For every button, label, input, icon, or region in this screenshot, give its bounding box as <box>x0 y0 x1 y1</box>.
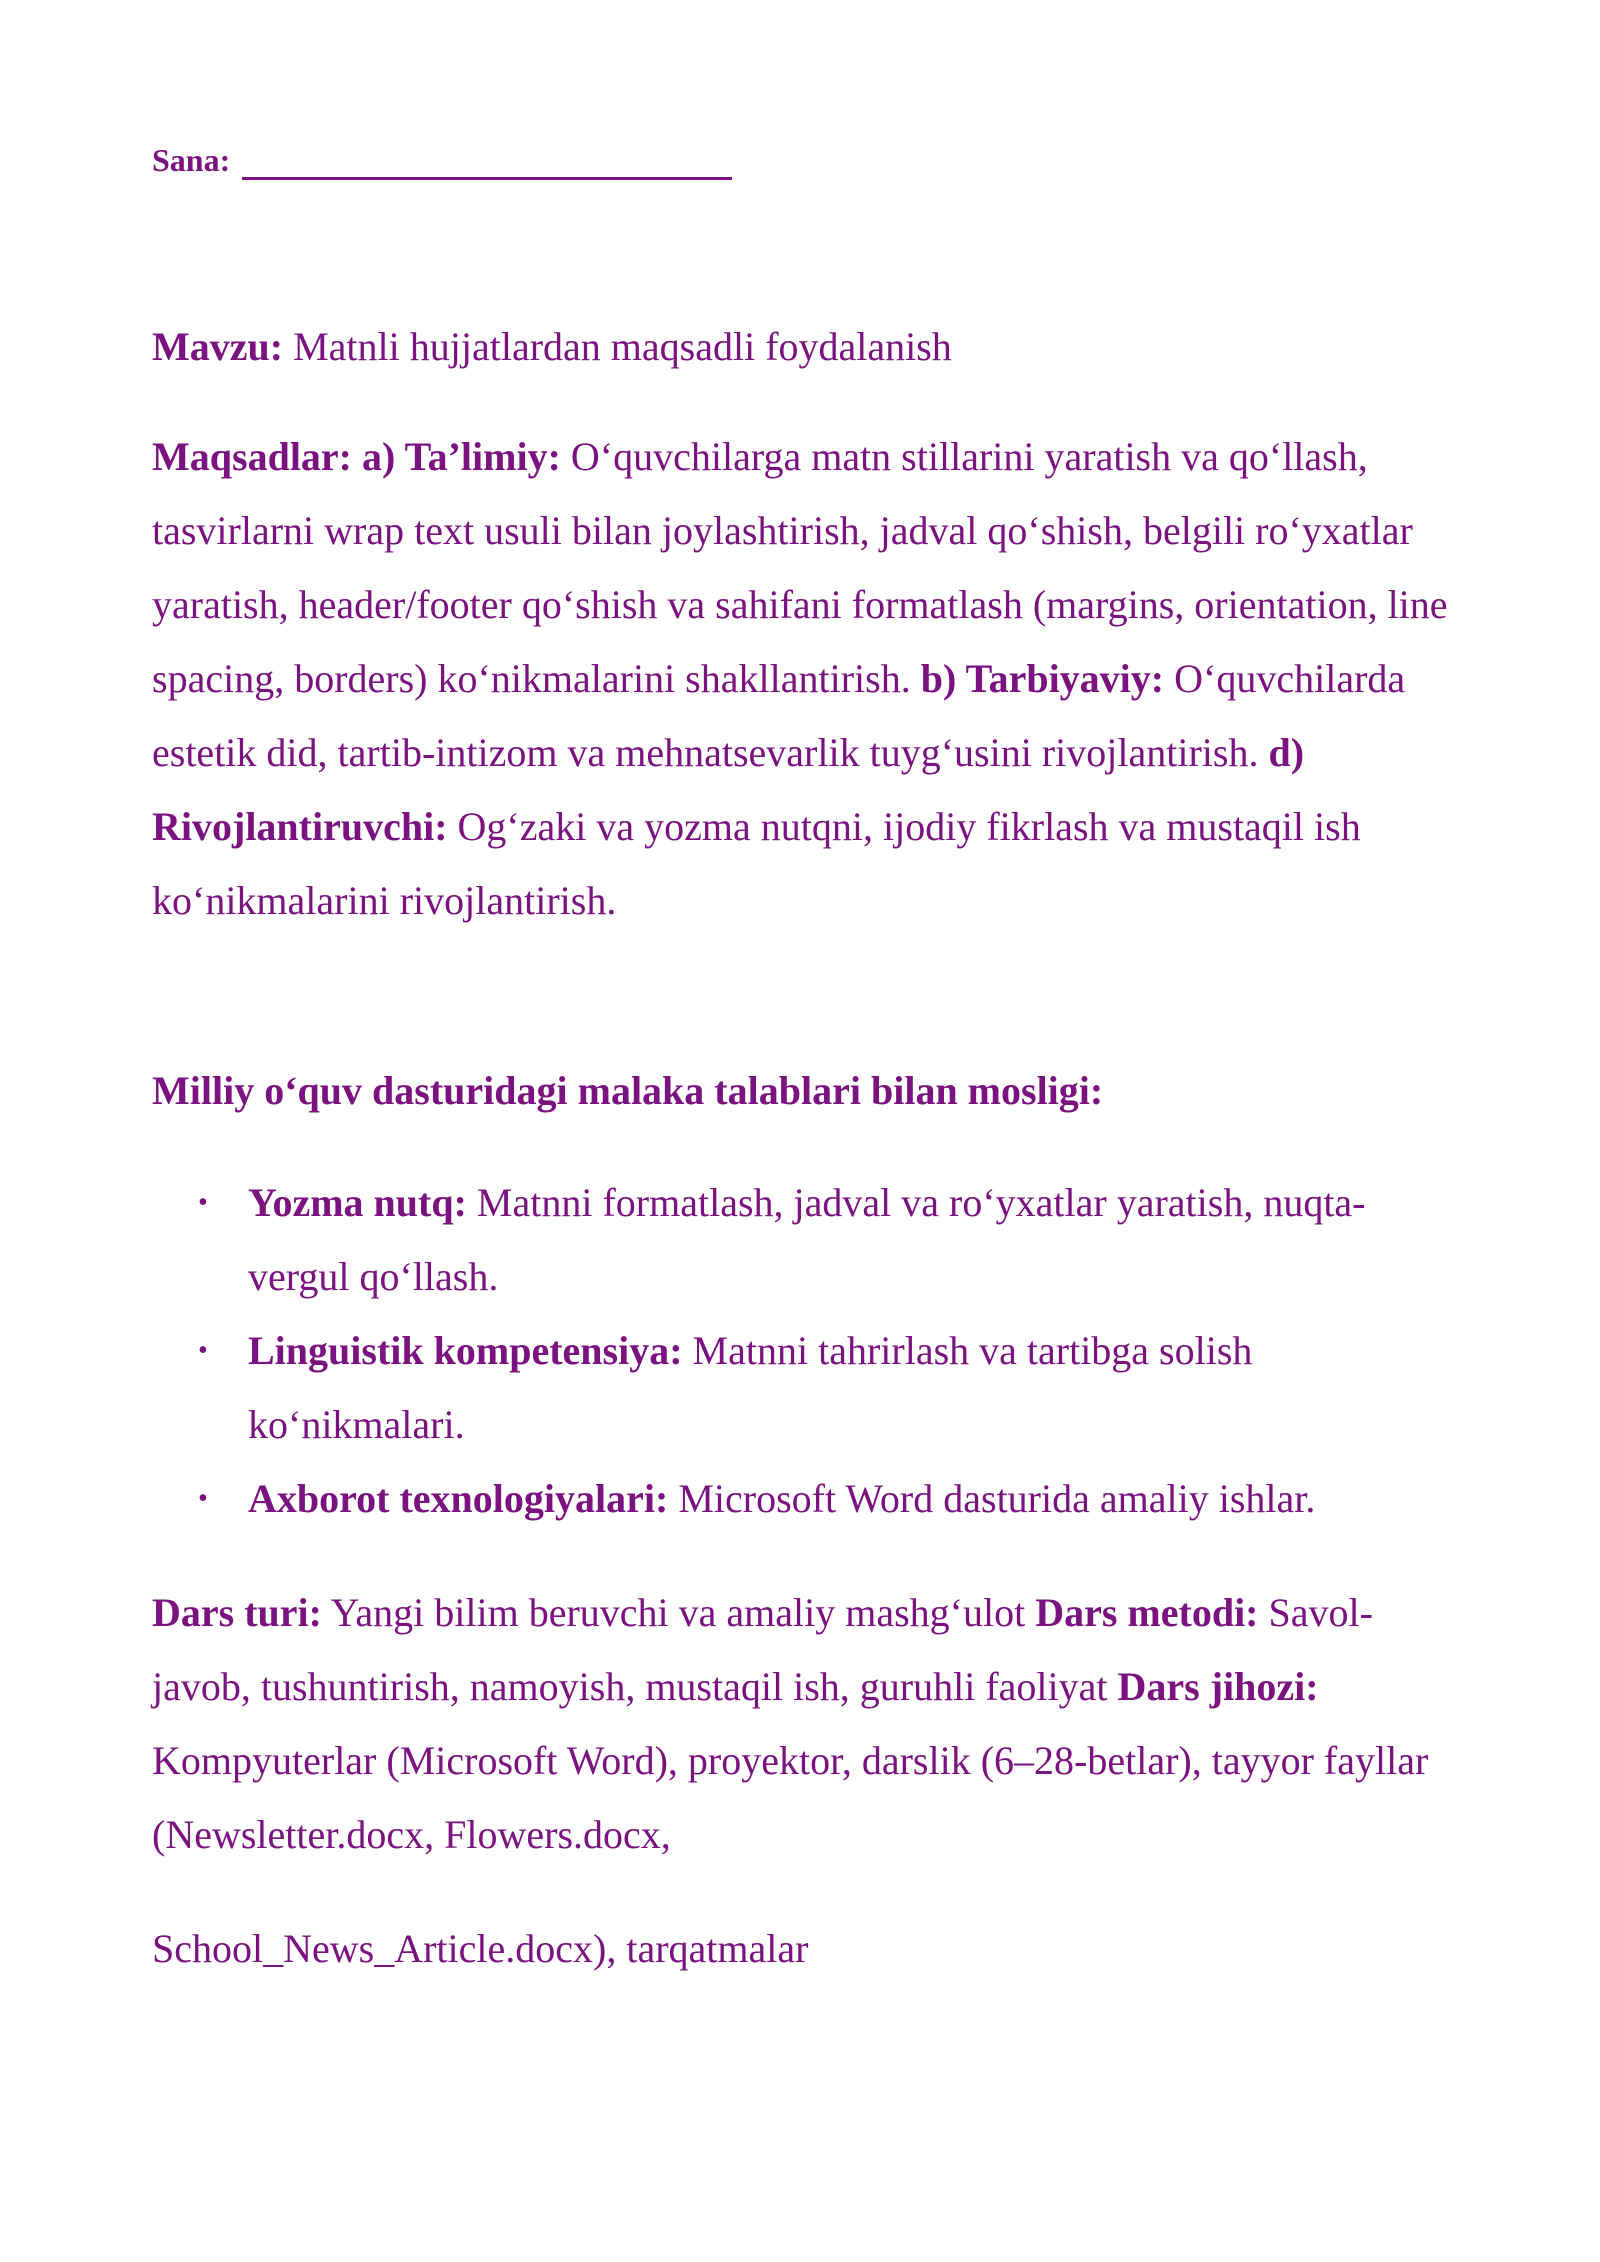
list-item-label: Linguistik kompetensiya: <box>248 1328 683 1373</box>
lesson-type-label: Dars turi: <box>152 1590 322 1635</box>
date-label: Sana: <box>152 142 231 178</box>
goals-label: Maqsadlar: a) Ta’limiy: <box>152 434 561 479</box>
topic-paragraph <box>152 310 1452 384</box>
goals-developmental-text: Og‘zaki va yozma nutqni, ijodiy fikrlash va mustaqil ish ko‘nikmalarini rivojlantirish. <box>152 804 1361 923</box>
list-item <box>152 1314 1452 1462</box>
date-field <box>152 140 732 180</box>
goals-upbringing-text: O‘quvchilarda estetik did, tartib-intizom va mehnatsevarlik tuyg‘usini rivojlantirish. <box>152 656 1406 775</box>
bullet-icon: • <box>198 1483 208 1514</box>
list-item-label: Axborot texnologiyalari: <box>248 1476 669 1521</box>
date-blank-line <box>242 147 732 180</box>
goals-paragraph <box>152 420 1452 938</box>
standards-title: Milliy o‘quv dasturidagi malaka talablari bilan mosligi: <box>152 1068 1104 1113</box>
goals-developmental-label: d) Rivojlantiruvchi: <box>152 730 1305 849</box>
lesson-paragraph <box>152 1576 1452 1872</box>
list-item <box>152 1462 1452 1536</box>
topic-text: Matnli hujjatlardan maqsadli foydalanish <box>283 324 952 369</box>
topic-label: Mavzu: <box>152 324 284 369</box>
list-item-text: Microsoft Word dasturida amaliy ishlar. <box>668 1476 1316 1521</box>
lesson-type-text: Yangi bilim beruvchi va amaliy mashg‘ulot <box>321 1590 1036 1635</box>
lesson-equipment-text: Kompyuterlar (Microsoft Word), proyektor, darslik (6–28-betlar), tayyor fayllar (Newsletter.docx, Flowers.docx, <box>152 1738 1429 1857</box>
goals-educational-text: O‘quvchilarga matn stillarini yaratish va qo‘llash, tasvirlarni wrap text usuli bilan joylashtirish, jadval qo‘shish, belgili ro‘yxatlar yaratish, header/footer qo‘shish va sahifani formatlash (margins, orientation, line spacing, borders) ko‘nikmalarini shakllantirish. <box>152 434 1448 701</box>
lesson-equipment-label: Dars jihozi: <box>1117 1664 1319 1709</box>
list-item-label: Yozma nutq: <box>248 1180 467 1225</box>
lesson-method-label: Dars metodi: <box>1035 1590 1259 1635</box>
list-item <box>152 1166 1452 1314</box>
lesson-equipment-tail: School_News_Article.docx), tarqatmalar <box>152 1926 809 1971</box>
bullet-icon: • <box>198 1187 208 1218</box>
list-item-text: Matnni formatlash, jadval va ro‘yxatlar yaratish, nuqta-vergul qo‘llash. <box>248 1180 1366 1299</box>
goals-upbringing-label: b) Tarbiyaviy: <box>920 656 1165 701</box>
standards-heading <box>152 1054 1452 1128</box>
list-item-text: Matnni tahrirlash va tartibga solish ko‘nikmalari. <box>248 1328 1253 1447</box>
standards-list <box>152 1166 1452 1536</box>
lesson-equipment-continuation <box>152 1912 1452 1986</box>
lesson-method-text: Savol-javob, tushuntirish, namoyish, mustaqil ish, guruhli faoliyat <box>152 1590 1373 1709</box>
bullet-icon: • <box>198 1335 208 1366</box>
